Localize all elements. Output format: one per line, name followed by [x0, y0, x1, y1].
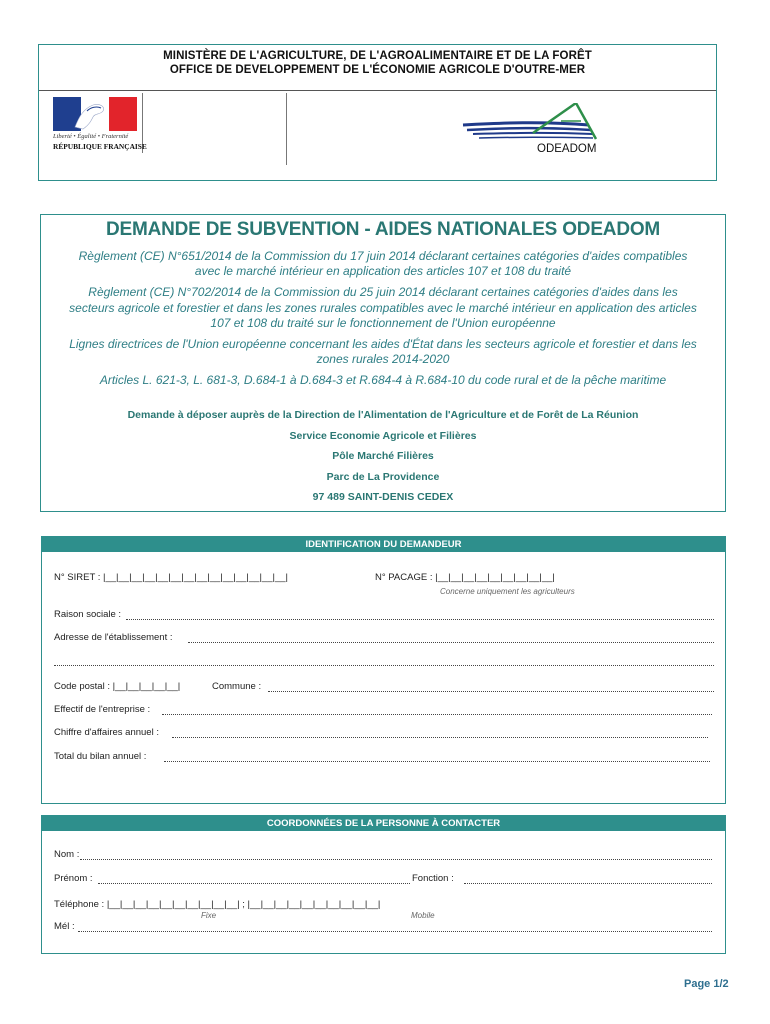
- regulation-651-line: Règlement (CE) N°651/2014 de la Commission du 17 juin 2014 déclarant certaines catégories d'aides compatibles: [78, 249, 688, 263]
- bilan-input[interactable]: [164, 761, 710, 762]
- contact-heading: COORDONNÉES DE LA PERSONNE À CONTACTER: [42, 816, 725, 831]
- commune-label: Commune :: [212, 681, 262, 692]
- contact-section: [41, 815, 726, 954]
- regulation-651-line: avec le marché intérieur en application des articles 107 et 108 du traité: [194, 264, 572, 278]
- page-number: Page 1/2: [684, 978, 729, 990]
- ministry-title: MINISTÈRE DE L'AGRICULTURE, DE L'AGROALIMENTAIRE ET DE LA FORÊT: [163, 50, 592, 62]
- fixe-note: Fixe: [201, 911, 217, 920]
- siret-field[interactable]: N° SIRET : |__|__|__|__|__|__|__|__|__|__|__|__|__|__|: [54, 572, 288, 583]
- submission-address-line: Parc de La Providence: [326, 471, 440, 483]
- submission-address-line: Pôle Marché Filières: [332, 450, 434, 462]
- nom-input[interactable]: [80, 859, 712, 860]
- effectif-input[interactable]: [162, 714, 712, 715]
- articles-line: Articles L. 621-3, L. 681-3, D.684-1 à D.684-3 et R.684-4 à R.684-10 du code rural et de la pêche maritime: [99, 373, 667, 387]
- pacage-field[interactable]: N° PACAGE : |__|__|__|__|__|__|__|__|__|: [375, 572, 555, 583]
- telephone-field[interactable]: Téléphone : |__|__|__|__|__|__|__|__|__|__| ; |__|__|__|__|__|__|__|__|__|__|: [54, 899, 381, 910]
- effectif-label: Effectif de l'entreprise :: [54, 704, 151, 715]
- republique-francaise-logo: [53, 97, 147, 155]
- submission-address-line: 97 489 SAINT-DENIS CEDEX: [312, 491, 454, 503]
- rf-motto: Liberté • Égalité • Fraternité: [53, 133, 129, 140]
- mel-input[interactable]: [78, 931, 712, 932]
- regulation-702-line: secteurs agricole et forestier et dans les zones rurales compatibles avec le marché intérieur en application des articles: [69, 301, 697, 315]
- chiffre-affaires-input[interactable]: [172, 737, 708, 738]
- guidelines-line: zones rurales 2014-2020: [316, 352, 450, 366]
- submission-address-line: Service Economie Agricole et Filières: [289, 430, 477, 442]
- chiffre-affaires-label: Chiffre d'affaires annuel :: [54, 727, 159, 738]
- mobile-note: Mobile: [411, 911, 435, 920]
- regulation-702-line: Règlement (CE) N°702/2014 de la Commission du 25 juin 2014 déclarant certaines catégories d'aides dans les: [88, 285, 678, 299]
- prenom-input[interactable]: [98, 883, 410, 884]
- raison-sociale-input[interactable]: [126, 619, 714, 620]
- adresse-input-line2[interactable]: [54, 665, 714, 666]
- adresse-input[interactable]: [188, 642, 714, 643]
- raison-sociale-label: Raison sociale :: [54, 609, 122, 620]
- pacage-note: Concerne uniquement les agriculteurs: [440, 587, 575, 596]
- bilan-label: Total du bilan annuel :: [54, 751, 147, 762]
- header-box: [38, 44, 717, 181]
- identification-heading: IDENTIFICATION DU DEMANDEUR: [42, 537, 725, 552]
- office-title: OFFICE DE DEVELOPPEMENT DE L'ÉCONOMIE AGRICOLE D'OUTRE-MER: [169, 64, 586, 76]
- odeadom-label: ODEADOM: [537, 143, 597, 155]
- fonction-label: Fonction :: [412, 873, 454, 884]
- commune-input[interactable]: [268, 691, 714, 692]
- mel-label: Mél :: [54, 921, 75, 932]
- marianne-flag-icon: [53, 97, 137, 131]
- regulation-702-line: 107 et 108 du traité sur le fonctionnement de l'Union européenne: [210, 316, 556, 330]
- header-divider: [39, 90, 716, 91]
- prenom-label: Prénom :: [54, 873, 93, 884]
- identification-section: [41, 536, 726, 804]
- title-box: [40, 214, 726, 512]
- header-vertical-divider: [286, 93, 287, 165]
- submission-address-line: Demande à déposer auprès de la Direction de l'Alimentation de l'Agriculture et de Forêt de La Réunion: [127, 409, 639, 421]
- fonction-input[interactable]: [464, 883, 712, 884]
- code-postal-field[interactable]: Code postal : |__|__|__|__|__|: [54, 681, 181, 692]
- page-title: DEMANDE DE SUBVENTION - AIDES NATIONALES ODEADOM: [105, 219, 661, 240]
- nom-label: Nom :: [54, 849, 80, 860]
- adresse-label: Adresse de l'établissement :: [54, 632, 173, 643]
- guidelines-line: Lignes directrices de l'Union européenne concernant les aides d'État dans les secteurs agricole et forestier et dans les: [69, 337, 697, 351]
- rf-name: RÉPUBLIQUE FRANÇAISE: [53, 142, 147, 151]
